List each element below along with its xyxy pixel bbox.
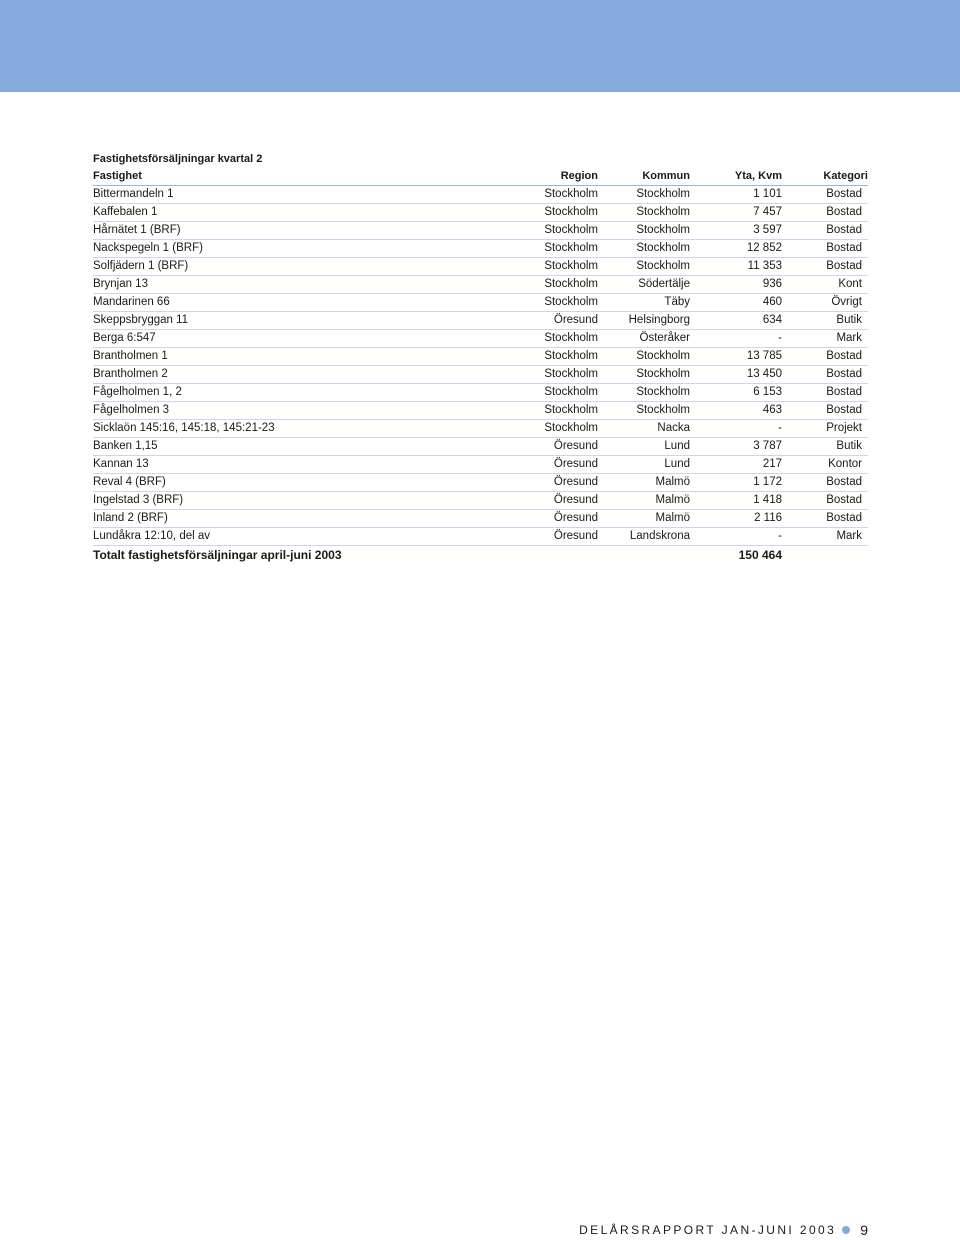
table-row — [93, 240, 868, 258]
cell-region: Stockholm — [544, 278, 598, 290]
cell-kommun: Malmö — [655, 476, 690, 488]
cell-yta: 6 153 — [753, 386, 782, 398]
cell-fastighet: Kannan 13 — [93, 458, 149, 470]
cell-fastighet: Nackspegeln 1 (BRF) — [93, 242, 203, 254]
table-row — [93, 528, 868, 546]
cell-fastighet: Lundåkra 12:10, del av — [93, 530, 211, 542]
cell-kategori: Bostad — [826, 242, 862, 254]
page-footer — [579, 1220, 868, 1240]
cell-fastighet: Mandarinen 66 — [93, 296, 170, 308]
cell-kategori: Bostad — [826, 260, 862, 272]
cell-fastighet: Sicklaön 145:16, 145:18, 145:21-23 — [93, 422, 275, 434]
cell-region: Stockholm — [544, 206, 598, 218]
cell-yta: 936 — [762, 278, 782, 290]
column-header-kategori: Kategori — [823, 170, 868, 182]
table-row — [93, 492, 868, 510]
cell-kategori: Butik — [836, 440, 862, 452]
cell-yta: 3 787 — [753, 440, 782, 452]
cell-region: Stockholm — [544, 368, 598, 380]
table-row — [93, 204, 868, 222]
cell-region: Öresund — [553, 530, 598, 542]
column-header-yta: Yta, Kvm — [734, 170, 782, 182]
cell-yta: 1 101 — [753, 188, 782, 200]
cell-kommun: Helsingborg — [628, 314, 690, 326]
table-row — [93, 258, 868, 276]
cell-yta: 11 353 — [747, 260, 782, 272]
cell-yta: 12 852 — [746, 242, 782, 254]
table-row — [93, 366, 868, 384]
table-row — [93, 186, 868, 204]
cell-kommun: Stockholm — [636, 404, 690, 416]
cell-fastighet: Skeppsbryggan 11 — [93, 314, 189, 326]
cell-kategori: Kont — [838, 278, 862, 290]
cell-kategori: Bostad — [826, 224, 862, 236]
cell-yta: 13 450 — [746, 368, 782, 380]
cell-kategori: Bostad — [826, 350, 862, 362]
table-row — [93, 276, 868, 294]
cell-fastighet: Fågelholmen 3 — [93, 404, 170, 416]
cell-yta: 460 — [762, 296, 782, 308]
cell-region: Öresund — [553, 314, 598, 326]
cell-region: Öresund — [553, 476, 598, 488]
table-row — [93, 348, 868, 366]
cell-region: Öresund — [553, 440, 598, 452]
cell-yta: 13 785 — [746, 350, 782, 362]
cell-kategori: Bostad — [826, 494, 862, 506]
table-row — [93, 456, 868, 474]
cell-kommun: Stockholm — [636, 368, 690, 380]
cell-fastighet: Inland 2 (BRF) — [93, 512, 168, 524]
table-row — [93, 384, 868, 402]
cell-region: Öresund — [553, 458, 598, 470]
header-color-band — [0, 0, 960, 92]
table-row — [93, 474, 868, 492]
footer-report-title: DELÅRSRAPPORT JAN-JUNI 2003 — [579, 1223, 837, 1237]
cell-yta: 634 — [762, 314, 782, 326]
cell-yta: 463 — [762, 404, 782, 416]
cell-fastighet: Fågelholmen 1, 2 — [93, 386, 182, 398]
cell-kategori: Bostad — [826, 404, 862, 416]
cell-kommun: Södertälje — [638, 278, 690, 290]
cell-region: Stockholm — [544, 332, 598, 344]
cell-fastighet: Banken 1,15 — [93, 440, 158, 452]
cell-fastighet: Brynjan 13 — [93, 278, 148, 290]
cell-kommun: Stockholm — [636, 242, 690, 254]
cell-kommun: Österåker — [639, 332, 690, 344]
table-row — [93, 402, 868, 420]
table-row — [93, 438, 868, 456]
column-header-fastighet: Fastighet — [93, 170, 142, 182]
cell-fastighet: Kaffebalen 1 — [93, 206, 158, 218]
cell-fastighet: Berga 6:547 — [93, 332, 156, 344]
cell-fastighet: Reval 4 (BRF) — [93, 476, 166, 488]
cell-fastighet: Bittermandeln 1 — [93, 188, 174, 200]
cell-yta: 7 457 — [753, 206, 782, 218]
cell-kommun: Stockholm — [636, 188, 690, 200]
cell-fastighet: Brantholmen 1 — [93, 350, 168, 362]
cell-fastighet: Brantholmen 2 — [93, 368, 168, 380]
page-number: 9 — [860, 1222, 868, 1238]
table-row — [93, 222, 868, 240]
cell-yta: 1 418 — [753, 494, 782, 506]
table-row — [93, 420, 868, 438]
cell-region: Stockholm — [544, 386, 598, 398]
column-header-region: Region — [560, 170, 598, 182]
table-row — [93, 330, 868, 348]
total-empty-cell — [782, 546, 868, 565]
total-row — [93, 546, 868, 565]
cell-fastighet: Ingelstad 3 (BRF) — [93, 494, 184, 506]
cell-kommun: Lund — [664, 440, 690, 452]
cell-region: Stockholm — [544, 242, 598, 254]
table-row — [93, 510, 868, 528]
cell-yta: 2 116 — [754, 512, 782, 524]
bullet-dot-icon — [842, 1226, 850, 1234]
cell-fastighet: Hårnätet 1 (BRF) — [93, 224, 181, 236]
cell-fastighet: Solfjädern 1 (BRF) — [93, 260, 189, 272]
cell-yta: - — [778, 332, 782, 344]
cell-yta: 3 597 — [753, 224, 782, 236]
table-title: Fastighetsförsäljningar kvartal 2 — [93, 153, 263, 165]
property-sales-table — [93, 168, 868, 564]
table-header-row — [93, 168, 868, 186]
column-header-kommun: Kommun — [642, 170, 690, 182]
cell-kategori: Övrigt — [831, 296, 862, 308]
cell-yta: - — [778, 422, 782, 434]
cell-kommun: Täby — [664, 296, 690, 308]
cell-kategori: Bostad — [826, 206, 862, 218]
cell-kategori: Bostad — [826, 188, 862, 200]
cell-kategori: Bostad — [826, 512, 862, 524]
cell-kategori: Bostad — [826, 476, 862, 488]
cell-region: Stockholm — [544, 404, 598, 416]
cell-region: Stockholm — [544, 350, 598, 362]
cell-yta: - — [778, 530, 782, 542]
cell-region: Stockholm — [544, 422, 598, 434]
cell-yta: 217 — [762, 458, 782, 470]
cell-kommun: Stockholm — [636, 350, 690, 362]
cell-kategori: Projekt — [826, 422, 862, 434]
cell-kategori: Kontor — [828, 458, 862, 470]
cell-kategori: Bostad — [826, 368, 862, 380]
cell-region: Stockholm — [544, 296, 598, 308]
cell-kommun: Malmö — [655, 494, 690, 506]
table-body — [93, 186, 868, 546]
cell-kommun: Stockholm — [636, 206, 690, 218]
cell-kommun: Nacka — [657, 422, 690, 434]
total-label: Totalt fastighetsförsäljningar april-juni 2003 — [93, 548, 342, 562]
cell-kommun: Landskrona — [629, 530, 690, 542]
cell-yta: 1 172 — [753, 476, 782, 488]
total-value: 150 464 — [738, 548, 782, 562]
cell-kommun: Stockholm — [636, 260, 690, 272]
cell-region: Stockholm — [544, 224, 598, 236]
table-row — [93, 312, 868, 330]
table-row — [93, 294, 868, 312]
cell-region: Stockholm — [544, 188, 598, 200]
cell-kategori: Mark — [836, 332, 862, 344]
cell-kategori: Butik — [836, 314, 862, 326]
cell-kategori: Mark — [836, 530, 862, 542]
cell-kommun: Malmö — [655, 512, 690, 524]
cell-kommun: Lund — [664, 458, 690, 470]
cell-kommun: Stockholm — [636, 386, 690, 398]
cell-region: Öresund — [553, 512, 598, 524]
cell-region: Öresund — [553, 494, 598, 506]
cell-kategori: Bostad — [826, 386, 862, 398]
sales-table-section — [93, 151, 868, 564]
cell-kommun: Stockholm — [636, 224, 690, 236]
cell-region: Stockholm — [544, 260, 598, 272]
